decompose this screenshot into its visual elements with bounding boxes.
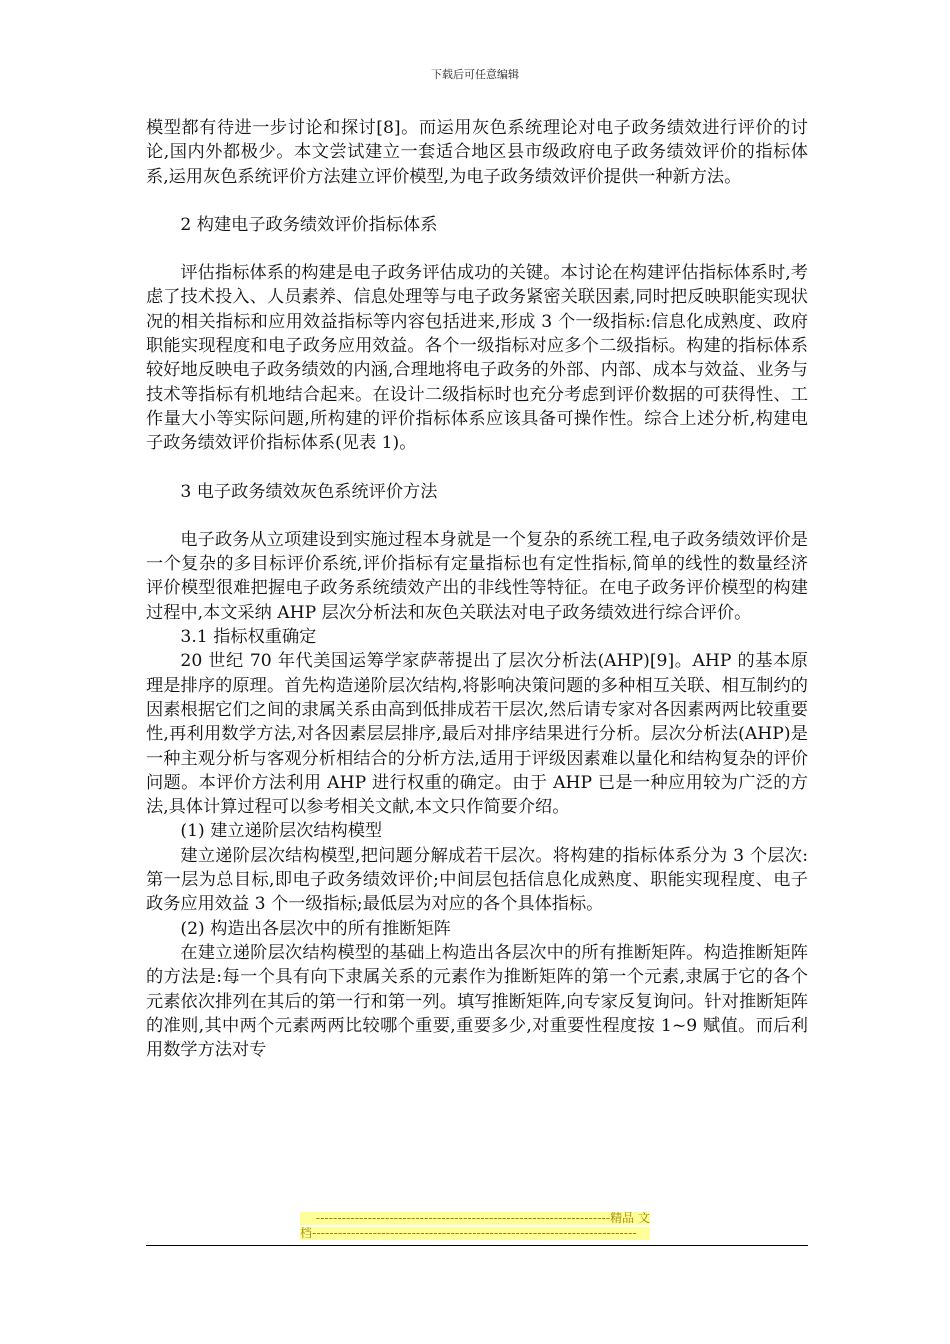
paragraph: 模型都有待进一步讨论和探讨[8]。而运用灰色系统理论对电子政务绩效进行评价的讨论,国内外都极少。本文尝试建立一套适合地区县市级政府电子政务绩效评价的指标体系,运用灰色系统评价方法建立评价模型,为电子政务绩效评价提供一种新方法。 xyxy=(146,118,808,187)
paragraph: 在建立递阶层次结构模型的基础上构造出各层次中的所有推断矩阵。构造推断矩阵的方法是:每一个具有向下隶属关系的元素作为推断矩阵的第一个元素,隶属于它的各个元素依次排列在其后的第一行和第一列。填写推断矩阵,向专家反复询问。针对推断矩阵的准则,其中两个元素两两比较哪个重要,重要多少,对重要性程度按 1~9 赋值。而后利用数学方法对专 xyxy=(146,942,808,1061)
paragraph: 20 世纪 70 年代美国运筹学家萨蒂提出了层次分析法(AHP)[9]。AHP 的基本原理是排序的原理。首先构造递阶层次结构,将影响决策问题的多种相互关联、相互制约的因素根据它们之间的隶属关系由高到低排成若干层次,然后请专家对各因素两两比较重要性,再利用数学方法,对各因素层层排序,最后对排序结果进行分析。层次分析法(AHP)是一种主观分析与客观分析相结合的分析方法,适用于评级因素难以量化和结构复杂的评价问题。本评价方法利用 AHP 进行权重的确定。由于 AHP 已是一种应用较为广泛的方法,具体计算过程可以参考相关文献,本文只作简要介绍。 xyxy=(146,651,808,818)
document-body xyxy=(146,116,808,1062)
paragraph: 建立递阶层次结构模型,把问题分解成若干层次。将构建的指标体系分为 3 个层次:第一层为总目标,即电子政务绩效评价;中间层包括信息化成熟度、职能实现程度、电子政务应用效益 3 个一级指标;最低层为对应的各个具体指标。 xyxy=(146,845,808,915)
footer-watermark-line-2: 档--------------------------------------------------------------------------- xyxy=(300,1227,650,1240)
section-heading: 2 构建电子政务绩效评价指标体系 xyxy=(180,214,438,235)
subsection-heading: 3.1 指标权重确定 xyxy=(180,627,317,648)
paragraph: 评估指标体系的构建是电子政务评估成功的关键。本讨论在构建评估指标体系时,考虑了技术投入、人员素养、信息处理等与电子政务紧密关联因素,同时把反映职能实现状况的相关指标和应用效益指标等内容包括进来,形成 3 个一级指标:信息化成熟度、政府职能实现程度和电子政务应用效益。各个一级指标对应多个二级指标。构建的指标体系较好地反映电子政务绩效的内涵,合理地将电子政务的外部、内部、成本与效益、业务与技术等指标有机地结合起来。在设计二级指标时也充分考虑到评价数据的可获得性、工作量大小等实际问题,所构建的评价指标体系应该具备可操作性。综合上述分析,构建电子政务绩效评价指标体系(见表 1)。 xyxy=(146,263,808,454)
section-heading: 3 电子政务绩效灰色系统评价方法 xyxy=(180,481,438,502)
paragraph: 电子政务从立项建设到实施过程本身就是一个复杂的系统工程,电子政务绩效评价是一个复杂的多目标评价系统,评价指标有定量指标也有定性指标,简单的线性的数量经济评价模型很难把握电子政务系统绩效产出的非线性等特征。在电子政务评价模型的构建过程中,本文采纳 AHP 层次分析法和灰色关联法对电子政务绩效进行综合评价。 xyxy=(146,529,808,623)
step-heading: (1) 建立递阶层次结构模型 xyxy=(180,821,383,842)
footer-watermark-line-1: --------------------------------------------------------------------精品 文 xyxy=(300,1212,650,1225)
step-heading: (2) 构造出各层次中的所有推断矩阵 xyxy=(180,918,451,939)
footer-divider xyxy=(146,1245,808,1246)
page-header: 下载后可任意编辑 xyxy=(431,68,519,81)
